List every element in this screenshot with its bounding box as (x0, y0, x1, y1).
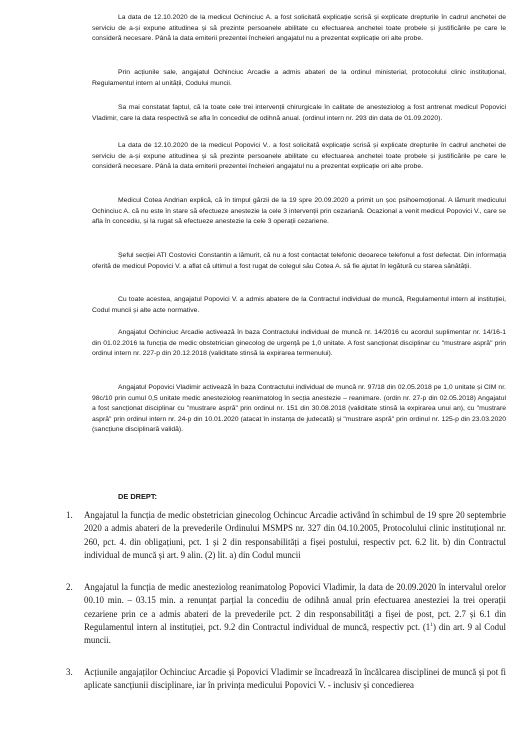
paragraph-popovici-violation: Cu toate acestea, angajatul Popovici V. a admis abatere de la Contractul individual de muncă, Regulamentul intern al instituției, Codul muncii și alte acte normative. (92, 296, 506, 314)
section-heading: DE DREPT: (118, 492, 158, 501)
list-item-number: 2. (66, 582, 73, 592)
paragraph-cotea-explanation: Medicul Cotea Andrian explică, că în timpul gărzii de la 19 spre 20.09.2020 a primit un șoc psihoemoțional. A lămurit medicului Ochinciuc A. că nu este în stare să efectueze anestezie la cele 3 intervenții prin cezariană. Ocazional a venit medicul Popovici V., care se afla în concediu, și la rugat să efectueze anestezie la cele 3 operații cezariene. (92, 197, 506, 225)
paragraph-violations-ochinciuc: Prin acțiunile sale, angajatul Ochinciuc Arcadie a admis abateri de la ordinul ministerial, protocolului clinic instituțional, Regulamentul intern al unității, Codului muncii. (92, 69, 506, 87)
paragraph-popovici-contract: Angajatul Popovici Vladimir activează în baza Contractului individual de muncă nr. 97/18 din 02.05.2018 pe 1,0 unitate și CIM nr. 98c/10 prin cumul 0,5 unitate medic anesteziolog reanimatolog în secția anestezie – reanimare. (ordin nr. 27-p din 02.05.2018) Angajatul a fost sancționat disciplinar cu "mustrare aspră" prin ordinul nr. 151 din 30.08.2018 (validitate stinsă la expirarea unui an), cu "mustrare aspră" prin ordinul intern nr. 24-p din 10.01.2020 (atacat în instanța de judecată) și "mustrare aspră" prin ordinul nr. 125-p din 23.03.2020 (sancțiune disciplinară validă). (92, 384, 506, 433)
paragraph-head-of-section: Șeful secției ATI Costovici Constantin a lămurit, că nu a fost contactat telefonic deoarece telefonul a fost defectat. Din informația oferită de medicul Popovici V. a aflat că ultimul a fost rugat de colegul său Cotea A. să fie ajutat în legătură cu starea sănătății. (92, 252, 506, 270)
list-item-text: Acțiunile angajaților Ochinciuc Arcadie și Popovici Vladimir se încadrează în încălcarea disciplinei de muncă și pot fi aplicate sancțiunii disciplinare, iar în privința medicului Popovici V. - inclusiv și concedierea (84, 667, 506, 691)
superscript: 1 (430, 621, 433, 628)
list-item-number: 1. (66, 510, 73, 520)
paragraph-explanation-popovici: La data de 12.10.2020 de la medicul Popovici V.. a fost solicitată explicație scrisă și explicate drepturile în cadrul anchetei de serviciu de a-și expune atitudinea și să prezinte persoanele abilitate cu efectuarea anchetei toate probele și justificările pe care le consideră necesare. Până la data emiterii prezentei încheieri angajatul nu a prezentat explicație ori alte probe. (92, 142, 506, 170)
list-item-text: Angajatul la funcția de medic anesteziolog reanimatolog Popovici Vladimir, la data de 20.09.2020 în intervalul orelor 00.10 min. – 03.15 min. a renunțat parțial la concediu de odihnă anual prin efectuarea anesteziei la trei operații cezariene prin ce a admis abateri de la prevederile pct. 2 din responsabilități a fișei de post, pct. 2.7 și 6.1 din Regulamentul intern al instituției, pct. 9.2 din Contractul individual de muncă, respectiv pct. $(1^1)$ din art. 9 al Codul muncii. (84, 582, 506, 646)
paragraph-explanation-ochinciuc: La data de 12.10.2020 de la medicul Ochinciuc A. a fost solicitată explicație scrisă și explicate drepturile în cadrul anchetei de serviciu de a-și expune atitudinea și să prezinte persoanele abilitate cu efectuarea anchetei toate probele și justificările pe care le consideră necesare. Până la data emiterii prezentei încheieri angajatul nu a prezentat explicație ori alte probe. (92, 14, 506, 42)
paragraph-anesthesiologist-vacation: Sa mai constatat faptul, că la toate cele trei intervenții chirurgicale în calitate de anesteziolog a fost antrenat medicul Popovici Vladimir, care la data respectivă se afla în concediul de odihnă anual. (ordinul intern nr. 293 din data de 01.09.2020). (92, 104, 506, 122)
paragraph-ochinciuc-contract: Angajatul Ochinciuc Arcadie activează în baza Contractului individual de muncă nr. 14/2016 cu acordul suplimentar nr. 14/16-1 din 01.02.2016 la funcția de medic obstetrician ginecolog de urgență pe 1,0 unitate. A fost sancționat disciplinar cu "mustrare aspră" prin ordinul intern nr. 227-p din 20.12.2018 (validitate stinsă la expirarea termenului). (92, 329, 506, 357)
list-item-text: Angajatul la funcția de medic obstetrician ginecolog Ochincuc Arcadie activând în schimbul de 19 spre 20 septembrie 2020 a admis abateri de la prevederile Ordinului MSMPS nr. 327 din 04.10.2005, Protocolului clinic instituțional nr. 260, pct. 4. din obligațiuni, pct. 1 și 2 din responsabilități a fișei postului, respectiv pct. 6.2 lit. b) din Contractul individual de muncă și art. 9 alin. (2) lit. a) din Codul muncii (84, 510, 506, 560)
list-item-number: 3. (66, 667, 73, 677)
